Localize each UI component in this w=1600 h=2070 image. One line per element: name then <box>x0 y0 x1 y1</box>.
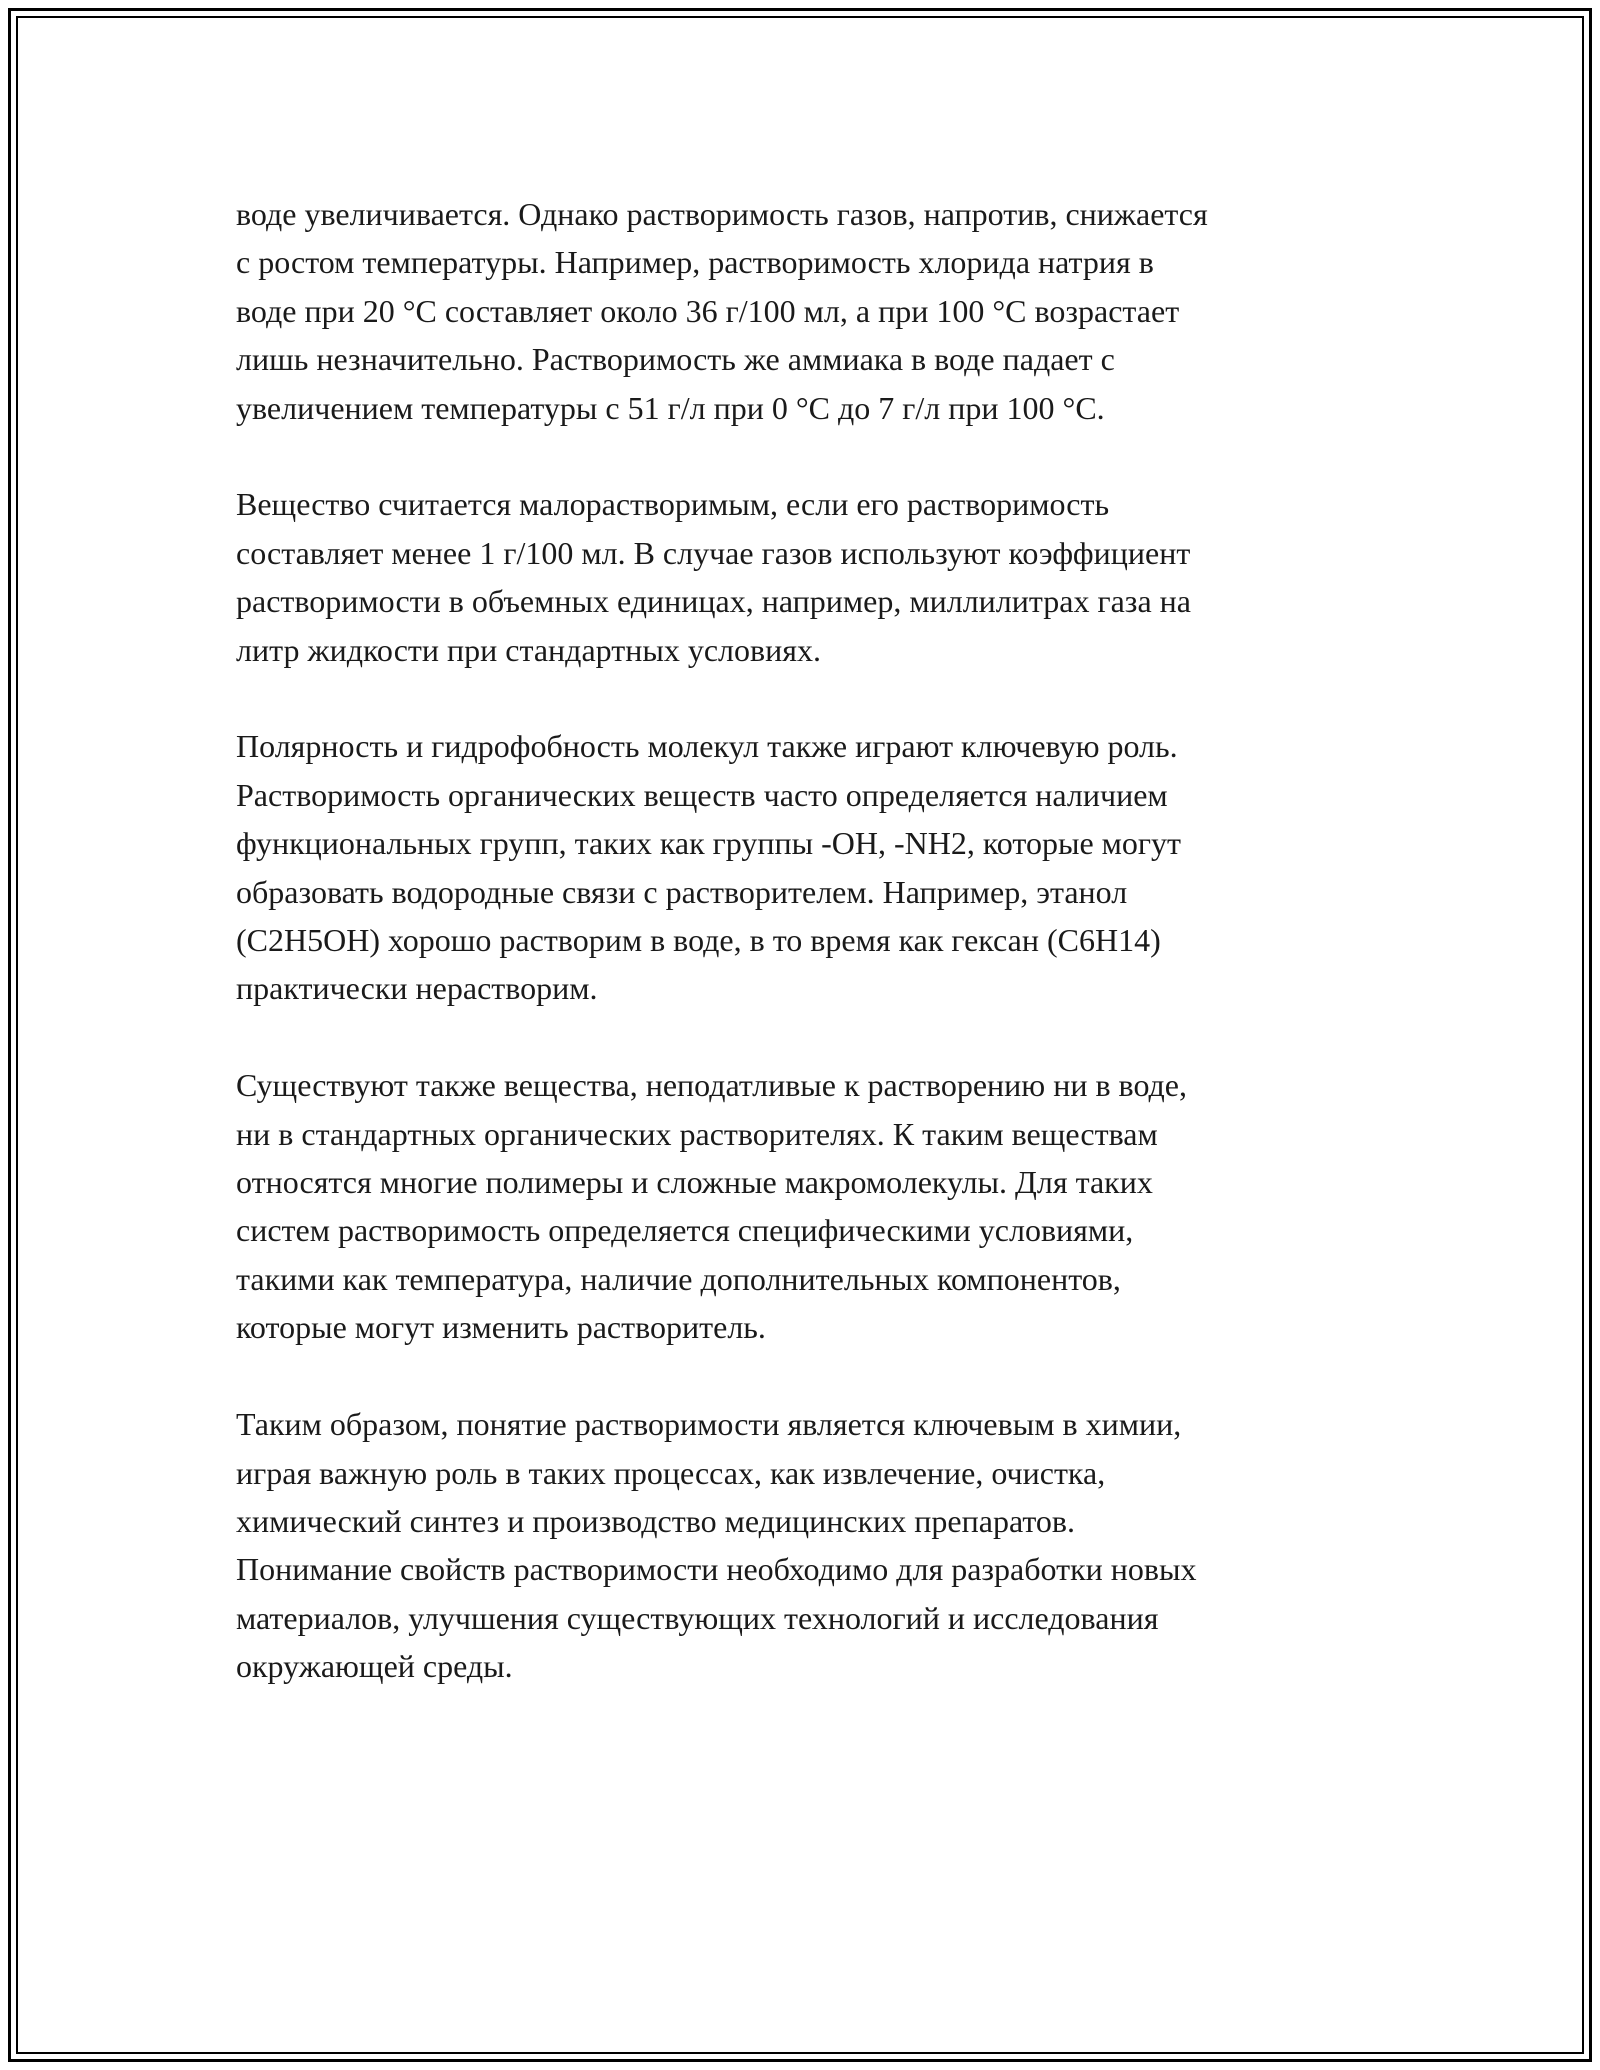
paragraph-polarity: Полярность и гидрофобность молекул также играют ключевую роль. Растворимость органических веществ часто определяется наличием функциональных групп, таких как группы -OH, -NH2, которые могут образовать водородные связи с растворителем. Например, этанол (C2H5OH) хорошо растворим в воде, в то время как гексан (C6H14) практически нерастворим. <box>236 728 1181 1007</box>
document-body <box>236 190 1376 1739</box>
paragraph-insoluble-substances: Существуют также вещества, неподатливые к растворению ни в воде, ни в стандартных органических растворителях. К таким веществам относятся многие полимеры и сложные макромолекулы. Для таких систем растворимость определяется специфическими условиями, такими как температура, наличие дополнительных компонентов, которые могут изменить растворитель. <box>236 1067 1187 1346</box>
paragraph-temperature-solubility: воде увеличивается. Однако растворимость газов, напротив, снижается с ростом температуры. Например, растворимость хлорида натрия в воде при 20 °C составляет около 36 г/100 мл, а при 100 °C возрастает лишь незначительно. Растворимость же аммиака в воде падает с увеличением температуры с 51 г/л при 0 °C до 7 г/л при 100 °C. <box>236 196 1208 426</box>
paragraph-conclusion: Таким образом, понятие растворимости является ключевым в химии, играя важную роль в таких процессах, как извлечение, очистка, химический синтез и производство медицинских препаратов. Понимание свойств растворимости необходимо для разработки новых материалов, улучшения существующих технологий и исследования окружающей среды. <box>236 1406 1197 1685</box>
paragraph-low-solubility: Вещество считается малорастворимым, если его растворимость составляет менее 1 г/100 мл. В случае газов используют коэффициент растворимости в объемных единицах, например, миллилитрах газа на литр жидкости при стандартных условиях. <box>236 486 1191 668</box>
